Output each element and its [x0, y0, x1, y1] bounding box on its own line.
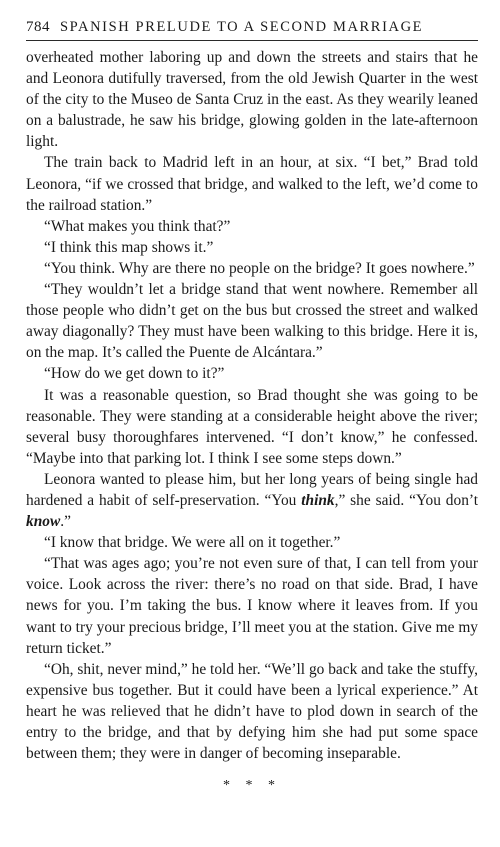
paragraph: [26, 469, 478, 532]
text-run: .”: [60, 513, 71, 531]
page-number: 784: [26, 19, 50, 35]
body-text: [26, 47, 478, 764]
text-run: “I think this map shows it.”: [44, 238, 214, 256]
paragraph: [26, 216, 478, 237]
running-title: SPANISH PRELUDE TO A SECOND MARRIAGE: [60, 19, 424, 35]
paragraph: [26, 532, 478, 553]
text-run: “They wouldn’t let a bridge stand that went nowhere. Remember all those people who didn’t get on the bus but crossed the street and walked away diagonally? They must have been walking to this bridge. Here it is, on the map. It’s called the Puente de Alcántara.”: [26, 281, 478, 362]
emphasized-text: know: [26, 513, 61, 531]
text-run: overheated mother laboring up and down the streets and stairs that he and Leonora dutifully traversed, from the old Jewish Quarter in the west of the city to the Museo de Santa Cruz in the east. As they wearily leaned on a balustrade, he saw his bridge, glowing golden in the late-afternoon light.: [26, 49, 478, 151]
paragraph: [26, 152, 478, 215]
text-run: “That was ages ago; you’re not even sure of that, I can tell from your voice. Look across the river: there’s no road on that side. Brad, I have news for you. I’m taking the bus. I know where it leaves from. If you want to try your precious bridge, I’ll meet you at the station. Give me my return ticket.”: [26, 555, 478, 657]
text-run: The train back to Madrid left in an hour, at six. “I bet,” Brad told Leonora, “if we crossed that bridge, and walked to the left, we’d come to the railroad station.”: [26, 154, 478, 214]
section-break: * * *: [223, 778, 281, 794]
text-run: “Oh, shit, never mind,” he told her. “We’ll go back and take the stuffy, expensive bus together. But it could have been a lyrical experience.” At heart he was relieved that he didn’t have to plod down in search of the entry to the bridge, and that by defying him she had put some space between them; they were in danger of becoming inseparable.: [26, 660, 478, 763]
text-run: ,” she said. “You don’t: [334, 491, 479, 509]
running-head: [26, 18, 478, 41]
paragraph: [26, 258, 478, 279]
paragraph: [26, 553, 478, 658]
text-run: Leonora wanted to please him, but her long years of being single had hardened a habit of self-preservation. “You: [26, 470, 478, 509]
paragraph: [26, 363, 478, 384]
paragraph: [26, 237, 478, 258]
paragraph: [26, 47, 478, 152]
paragraph: [26, 279, 478, 363]
paragraph: [26, 659, 478, 764]
emphasized-text: think: [301, 491, 335, 509]
text-run: It was a reasonable question, so Brad thought she was going to be reasonable. They were standing at a considerable height above the river; several busy thoroughfares intervened. “I don’t know,” he confessed. “Maybe into that parking lot. I think I see some steps down.”: [26, 386, 478, 467]
text-run: “You think. Why are there no people on the bridge? It goes nowhere.”: [44, 259, 475, 277]
text-run: “I know that bridge. We were all on it together.”: [44, 534, 341, 552]
text-run: “What makes you think that?”: [44, 217, 231, 235]
paragraph: [26, 385, 478, 469]
text-run: “How do we get down to it?”: [44, 365, 225, 383]
